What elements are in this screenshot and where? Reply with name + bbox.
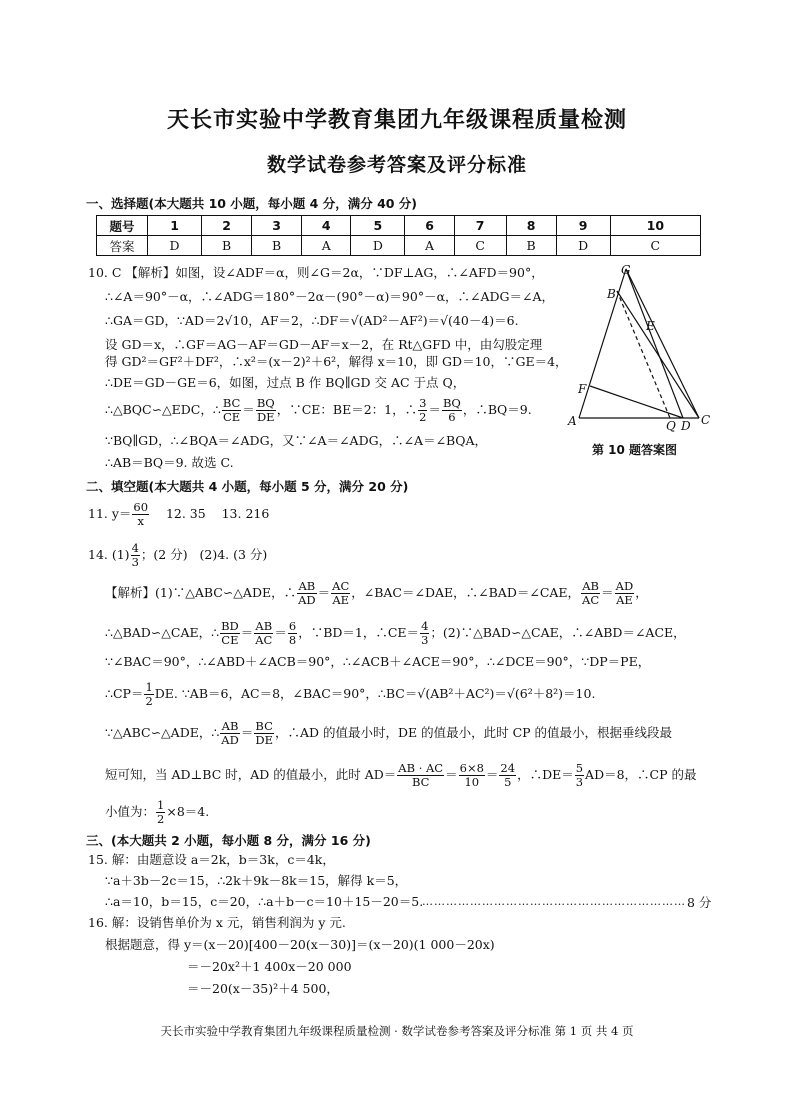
- fraction: [256, 397, 276, 424]
- text-run: ∴△BAD∽△CAE，∴: [105, 625, 220, 640]
- q-answer: A: [405, 236, 454, 256]
- text-run: DE. ∵AB＝6，AC＝8，∠BAC＝90°，∴BC＝√(AB²＋AC²)＝√(6²＋8²)＝10.: [154, 686, 596, 701]
- q14-sol-line4: [105, 681, 595, 708]
- text-run: 11. y＝: [88, 506, 132, 521]
- numerator: AB · AC: [398, 761, 444, 775]
- page-footer: 天长市实验中学教育集团九年级课程质量检测 · 数学试卷参考答案及评分标准 第 1 页 共 4 页: [160, 1024, 634, 1038]
- text-run: ＝: [274, 625, 287, 640]
- fraction: [397, 762, 444, 789]
- denominator: 2: [145, 694, 153, 708]
- text-run: ＝: [445, 767, 458, 782]
- numerator: 6: [288, 619, 297, 633]
- text-run: ；(2 分) (2)4. (3 分): [140, 547, 268, 562]
- q-answer: D: [148, 236, 202, 256]
- numerator: BC: [222, 396, 241, 410]
- q14-sol-line2: [105, 620, 686, 647]
- q10-line8: ∵BQ∥GD，∴∠BQA＝∠ADG，又∵∠A＝∠ADG，∴∠A＝∠BQA，: [105, 433, 488, 448]
- numerator: BQ: [442, 396, 461, 410]
- denominator: DE: [255, 733, 273, 747]
- q-number: 9: [556, 216, 610, 236]
- denominator: 3: [131, 555, 139, 569]
- q-number: 8: [506, 216, 556, 236]
- q14-sol-line7: [105, 799, 209, 826]
- fraction: [459, 762, 485, 789]
- denominator: 5: [504, 775, 512, 789]
- denominator: DE: [256, 410, 275, 424]
- section3-heading: 三、(本大题共 2 小题，每小题 8 分，满分 16 分): [86, 833, 371, 848]
- answer-table: [96, 215, 701, 256]
- denominator: CE: [221, 633, 239, 647]
- denominator: AE: [332, 593, 350, 607]
- q-number: 6: [405, 216, 454, 236]
- page-subtitle: 数学试卷参考答案及评分标准: [266, 154, 527, 176]
- denominator: 3: [421, 633, 429, 647]
- q-number: 4: [302, 216, 351, 236]
- label-C: C: [701, 413, 711, 427]
- numerator: 5: [575, 761, 584, 775]
- page-title: 天长市实验中学教育集团九年级课程质量检测: [166, 107, 627, 133]
- text-run: ∵△ABC∽△ADE，∴: [105, 725, 220, 740]
- text-run: ，: [635, 585, 648, 600]
- label-B: B: [607, 287, 616, 301]
- q-number: 10: [610, 216, 700, 236]
- denominator: AC: [255, 633, 273, 647]
- denominator: 10: [464, 775, 480, 789]
- text-run: ＝: [242, 402, 255, 417]
- edge-GD: [626, 269, 683, 418]
- numerator: BC: [255, 719, 273, 733]
- q16-line2: 根据题意，得 y＝(x－20)[400－20(x－30)]＝(x－20)(1 000－20x): [105, 937, 495, 952]
- q-answer: A: [302, 236, 351, 256]
- q-answer: B: [252, 236, 302, 256]
- fraction: [420, 620, 429, 647]
- q15-line2: ∵a＋3b－2c＝15，∴2k＋9k－8k＝15，解得 k＝5，: [105, 873, 408, 888]
- text-run: 【解析】(1)∵△ABC∽△ADE，∴: [105, 585, 297, 600]
- q10-line3: ∴GA＝GD，∵AD＝2√10，AF＝2，∴DF＝√(AD²－AF²)＝√(40－4)＝6.: [105, 313, 519, 328]
- q10-figure: [565, 262, 715, 432]
- q10-line2: ∴∠A＝90°－α，∴∠ADG＝180°－2α－(90°－α)＝90°－α，∴∠ADG＝∠A，: [105, 289, 555, 304]
- numerator: AD: [615, 579, 634, 593]
- fraction: [418, 397, 427, 424]
- denominator: 6: [448, 410, 456, 424]
- text-run: ，∴DE＝: [517, 767, 574, 782]
- text-run: ＝: [240, 725, 254, 740]
- denominator: 8: [288, 633, 297, 647]
- text-run: ∴△BQC∽△EDC，∴: [105, 402, 221, 417]
- q-answer: C: [454, 236, 506, 256]
- label-D: D: [681, 419, 691, 432]
- text-run: 14. (1): [88, 547, 130, 562]
- fraction: [131, 542, 140, 569]
- fraction: [297, 580, 317, 607]
- label-G: G: [621, 263, 631, 277]
- section2-heading: 二、填空题(本大题共 4 小题，每小题 5 分，满分 20 分): [86, 479, 409, 494]
- text-run: ＝: [317, 585, 331, 600]
- q14-sol-line5: [105, 720, 672, 747]
- label-E: E: [646, 319, 655, 333]
- numerator: BD: [221, 619, 239, 633]
- q-number: 7: [454, 216, 506, 236]
- numerator: BQ: [256, 396, 275, 410]
- fraction: [499, 762, 516, 789]
- text-run: ，∴AD 的值最小时，DE 的值最小，此时 CP 的值最小，根据垂线段最: [274, 725, 673, 740]
- q16-line1: 16. 解：设销售单价为 x 元，销售利润为 y 元.: [88, 915, 346, 930]
- q-answer: D: [556, 236, 610, 256]
- text-run: ，∵BD＝1，∴CE＝: [298, 625, 420, 640]
- answer-table-row-answers: [97, 236, 701, 256]
- q15-line3: ∴a＝10，b＝15，c＝20，∴a＋b－c＝10＋15－20＝5.: [105, 894, 424, 909]
- numerator: 4: [131, 541, 139, 555]
- numerator: 24: [500, 761, 516, 775]
- q10-line6: ∴DE＝GD－GE＝6，如图，过点 B 作 BQ∥GD 交 AC 于点 Q，: [105, 375, 466, 390]
- text-run: ，∵CE：BE＝2：1，∴: [276, 402, 418, 417]
- numerator: 3: [419, 396, 427, 410]
- denominator: 3: [575, 775, 584, 789]
- q10-line5: 得 GD²＝GF²＋DF²，∴x²＝(x－2)²＋6²，解得 x＝10，即 GD＝10，∵GE＝4，: [105, 354, 568, 369]
- fraction: [220, 620, 240, 647]
- q10-line7: [105, 397, 532, 424]
- text-run: 小值为：: [105, 804, 156, 819]
- fraction: [615, 580, 635, 607]
- numerator: 6×8: [459, 761, 484, 775]
- text-run: ；(2)∵△BAD∽△CAE，∴∠ABD＝∠ACE，: [430, 625, 686, 640]
- numerator: 1: [157, 798, 165, 812]
- numerator: AB: [255, 619, 273, 633]
- q16-line4: ＝－20(x－35)²＋4 500，: [187, 981, 339, 996]
- text-run: ＝: [240, 625, 254, 640]
- fraction: [288, 620, 297, 647]
- text-run: 12. 35 13. 216: [150, 506, 270, 521]
- section1-heading: 一、选择题(本大题共 10 小题，每小题 4 分，满分 40 分): [86, 196, 418, 211]
- fraction: [132, 501, 149, 528]
- denominator: AD: [298, 593, 316, 607]
- text-run: AD＝8，∴CP 的最: [585, 767, 697, 782]
- q14-sol-line3: ∵∠BAC＝90°，∴∠ABD＋∠ACB＝90°，∴∠ACB＋∠ACE＝90°，∴∠DCE＝90°，∵DP＝PE，: [105, 654, 651, 669]
- fraction: [220, 720, 240, 747]
- figure-caption: 第 10 题答案图: [592, 443, 678, 457]
- q-answer: B: [506, 236, 556, 256]
- text-run: ×8＝4.: [166, 804, 210, 819]
- fraction: [254, 720, 274, 747]
- numerator: AB: [221, 719, 239, 733]
- q-number: 5: [351, 216, 405, 236]
- fraction: [254, 620, 273, 647]
- q-number: 3: [252, 216, 302, 236]
- q-answer: D: [351, 236, 405, 256]
- answer-table-row-numbers: [97, 216, 701, 236]
- numerator: 4: [421, 619, 429, 633]
- text-run: ，∴BQ＝9.: [462, 402, 532, 417]
- q-number: 2: [202, 216, 252, 236]
- text-run: ＝: [428, 402, 441, 417]
- text-run: ，∠BAC＝∠DAE，∴∠BAD＝∠CAE，: [351, 585, 581, 600]
- q10-line1: 10. C 【解析】如图，设∠ADF＝α，则∠G＝2α，∵DF⊥AG，∴∠AFD＝90°，: [88, 265, 544, 280]
- numerator: 1: [145, 680, 153, 694]
- label-A: A: [568, 414, 577, 428]
- q15-score: 8 分: [687, 895, 712, 910]
- denominator: BC: [411, 775, 430, 789]
- q-number: 1: [148, 216, 202, 236]
- fraction: [575, 762, 584, 789]
- fraction: [144, 681, 153, 708]
- q14-sol-line1: [105, 580, 648, 607]
- q10-line4: 设 GD＝x，∴GF＝AG－AF＝GD－AF＝x－2，在 Rt△GFD 中，由勾股定理: [105, 337, 543, 352]
- denominator: CE: [222, 410, 241, 424]
- numerator: AB: [298, 579, 316, 593]
- fraction: [442, 397, 462, 424]
- label-Q: Q: [666, 419, 676, 432]
- q-answer: C: [610, 236, 700, 256]
- denominator: AC: [582, 593, 600, 607]
- fraction: [331, 580, 350, 607]
- denominator: AD: [221, 733, 239, 747]
- numerator: AC: [332, 579, 350, 593]
- denominator: 2: [157, 812, 165, 826]
- edge-BQ-dashed: [617, 291, 670, 418]
- q14-sol-line6: [105, 762, 697, 789]
- denominator: 2: [419, 410, 427, 424]
- q16-line3: ＝－20x²＋1 400x－20 000: [187, 959, 352, 974]
- label-F: F: [578, 382, 587, 396]
- denominator: AE: [616, 593, 633, 607]
- text-run: ＝: [485, 767, 499, 782]
- q15-line1: 15. 解：由题意设 a＝2k，b＝3k，c＝4k，: [88, 852, 335, 867]
- denominator: x: [137, 514, 144, 528]
- text-run: 短可知，当 AD⊥BC 时，AD 的值最小，此时 AD＝: [105, 767, 397, 782]
- fraction: [581, 580, 600, 607]
- q-answer: B: [202, 236, 252, 256]
- fraction: [156, 799, 165, 826]
- q14-answer: [88, 542, 267, 569]
- text-run: ∴CP＝: [105, 686, 144, 701]
- numerator: 60: [133, 500, 149, 514]
- numerator: AB: [582, 579, 599, 593]
- edge-FD: [590, 386, 683, 418]
- fraction: [222, 397, 241, 424]
- q10-line9: ∴AB＝BQ＝9. 故选 C.: [105, 455, 234, 470]
- q11-13-answers: [88, 501, 269, 528]
- row-label-number: 题号: [97, 216, 148, 236]
- score-leader-dots: …………………………………………………………: [422, 895, 686, 908]
- edge-GC: [626, 269, 699, 418]
- row-label-answer: 答案: [97, 236, 148, 256]
- text-run: ＝: [601, 585, 614, 600]
